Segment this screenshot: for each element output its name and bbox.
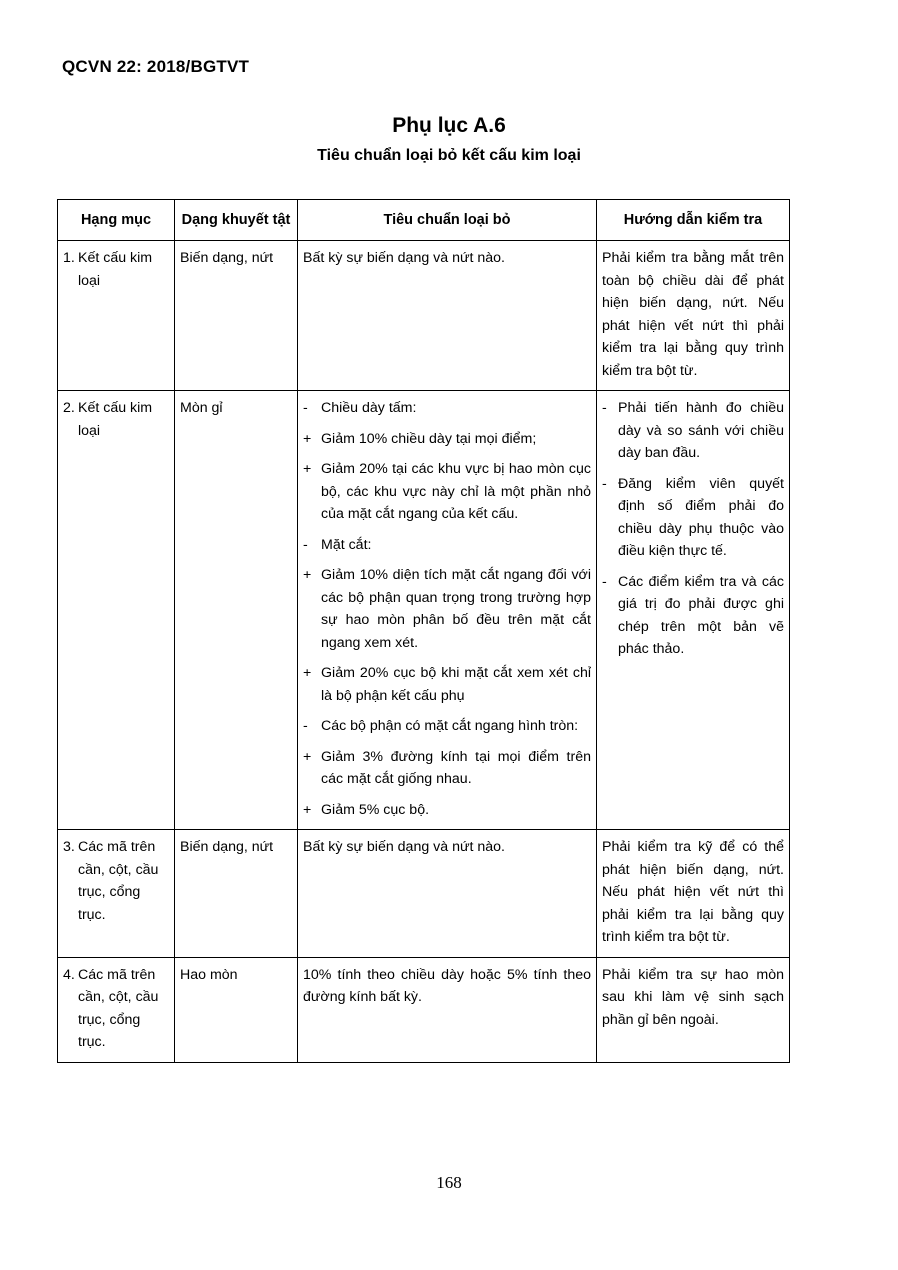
- criteria-text: Giảm 10% chiều dày tại mọi điểm;: [321, 430, 537, 447]
- guidance-item: [602, 397, 784, 465]
- category-number: 1.: [63, 250, 75, 266]
- plus-bullet: +: [303, 748, 312, 765]
- inspection-guidance-cell: [597, 241, 790, 391]
- appendix-subtitle: Tiêu chuẩn loại bỏ kết cấu kim loại: [317, 147, 581, 164]
- header-rejection-criteria: Tiêu chuẩn loại bỏ: [298, 200, 597, 241]
- table-row: [58, 241, 790, 391]
- criteria-text: Bất kỳ sự biến dạng và nứt nào.: [303, 250, 505, 266]
- dash-bullet: -: [303, 718, 308, 734]
- category-cell: [58, 391, 175, 830]
- criteria-item: [303, 397, 591, 420]
- header-category: Hạng mục: [58, 200, 175, 241]
- criteria-text: Các bộ phận có mặt cắt ngang hình tròn:: [321, 718, 579, 734]
- criteria-item: [303, 458, 591, 526]
- category-cell: [58, 241, 175, 391]
- criteria-text: 10% tính theo chiều dày hoặc 5% tính theo đường kính bất kỳ.: [303, 966, 591, 1005]
- category-text: Kết cấu kim loại: [78, 250, 153, 289]
- plus-bullet: +: [303, 430, 312, 447]
- plus-bullet: +: [303, 801, 312, 818]
- category-text: Các mã trên cần, cột, cầu trục, cổng trục.: [78, 839, 159, 923]
- guidance-text: Phải tiến hành đo chiều dày và so sánh với chiều dày ban đầu.: [618, 400, 784, 461]
- plus-bullet: +: [303, 461, 312, 477]
- guidance-text: Phải kiểm tra kỹ để có thể phát hiện biến dạng, nứt. Nếu phát hiện vết nứt thì phải kiểm tra lại bằng quy trình kiểm tra bột từ.: [602, 839, 784, 945]
- rejection-criteria-cell: [298, 830, 597, 958]
- guidance-item: [602, 247, 784, 382]
- inspection-guidance-cell: [597, 957, 790, 1062]
- dash-bullet: -: [602, 400, 607, 416]
- category-text: Kết cấu kim loại: [78, 400, 153, 439]
- table-row: [58, 830, 790, 958]
- dash-bullet: -: [602, 573, 607, 590]
- inspection-guidance-cell: [597, 830, 790, 958]
- header-defect-type: Dạng khuyết tật: [175, 200, 298, 241]
- rejection-criteria-cell: [298, 391, 597, 830]
- criteria-item: [303, 247, 591, 270]
- dash-bullet: -: [303, 536, 308, 553]
- header-inspection-guidance: Hướng dẫn kiểm tra: [597, 200, 790, 241]
- defect-type-cell: Biến dạng, nứt: [175, 241, 298, 391]
- criteria-text: Bất kỳ sự biến dạng và nứt nào.: [303, 839, 505, 855]
- criteria-item: [303, 799, 591, 822]
- criteria-text: Mặt cắt:: [321, 536, 372, 553]
- criteria-item: [303, 964, 591, 1009]
- criteria-text: Giảm 20% tại các khu vực bị hao mòn cục bộ, các khu vực này chỉ là một phần nhỏ của mặt cắt ngang của kết cấu.: [321, 461, 591, 522]
- defect-type-cell: Biến dạng, nứt: [175, 830, 298, 958]
- criteria-item: [303, 715, 591, 738]
- guidance-text: Đăng kiểm viên quyết định số điểm phải đo chiều dày phụ thuộc vào điều kiện thực tế.: [618, 475, 784, 559]
- criteria-text: Chiều dày tấm:: [321, 400, 417, 416]
- criteria-item: [303, 534, 591, 557]
- table-header-row: [58, 200, 790, 241]
- guidance-item: [602, 964, 784, 1032]
- rejection-criteria-table: [57, 199, 790, 1063]
- criteria-text: Giảm 10% diện tích mặt cắt ngang đối với các bộ phận quan trọng trong trường hợp sự hao mòn phân bố đều trên mặt cắt ngang xem xét.: [321, 567, 591, 651]
- category-number: 4.: [63, 966, 75, 983]
- guidance-text: Phải kiểm tra bằng mắt trên toàn bộ chiều dài để phát hiện biến dạng, nứt. Nếu phát hiện vết nứt thì phải kiểm tra lại bằng quy trình kiểm tra bột từ.: [602, 250, 784, 379]
- category-number: 3.: [63, 839, 75, 855]
- page-number: 168: [436, 1173, 462, 1192]
- category-cell: [58, 830, 175, 958]
- guidance-text: Phải kiểm tra sự hao mòn sau khi làm vệ sinh sạch phần gỉ bên ngoài.: [602, 966, 784, 1028]
- category-text: Các mã trên cần, cột, cầu trục, cổng trục.: [78, 966, 159, 1050]
- defect-type-cell: Hao mòn: [175, 957, 298, 1062]
- dash-bullet: -: [303, 400, 308, 416]
- plus-bullet: +: [303, 567, 312, 583]
- criteria-text: Giảm 20% cục bộ khi mặt cắt xem xét chỉ là bộ phận kết cấu phụ: [321, 665, 591, 704]
- guidance-item: [602, 836, 784, 949]
- plus-bullet: +: [303, 665, 312, 681]
- criteria-item: [303, 428, 591, 451]
- criteria-item: [303, 662, 591, 707]
- rejection-criteria-cell: [298, 957, 597, 1062]
- inspection-guidance-cell: [597, 391, 790, 830]
- table-row: [58, 391, 790, 830]
- defect-type-cell: Mòn gỉ: [175, 391, 298, 830]
- guidance-text: Các điểm kiểm tra và các giá trị đo phải được ghi chép trên một bản vẽ phác thảo.: [618, 573, 784, 657]
- document-code: QCVN 22: 2018/BGTVT: [62, 57, 250, 76]
- appendix-title: Phụ lục A.6: [392, 114, 506, 137]
- dash-bullet: -: [602, 475, 607, 492]
- criteria-text: Giảm 5% cục bộ.: [321, 801, 430, 818]
- guidance-item: [602, 473, 784, 563]
- criteria-item: [303, 564, 591, 654]
- criteria-text: Giảm 3% đường kính tại mọi điểm trên các mặt cắt giống nhau.: [321, 748, 591, 787]
- criteria-item: [303, 746, 591, 791]
- category-cell: [58, 957, 175, 1062]
- rejection-criteria-cell: [298, 241, 597, 391]
- category-number: 2.: [63, 400, 75, 416]
- table-row: [58, 957, 790, 1062]
- guidance-item: [602, 571, 784, 661]
- criteria-item: [303, 836, 591, 859]
